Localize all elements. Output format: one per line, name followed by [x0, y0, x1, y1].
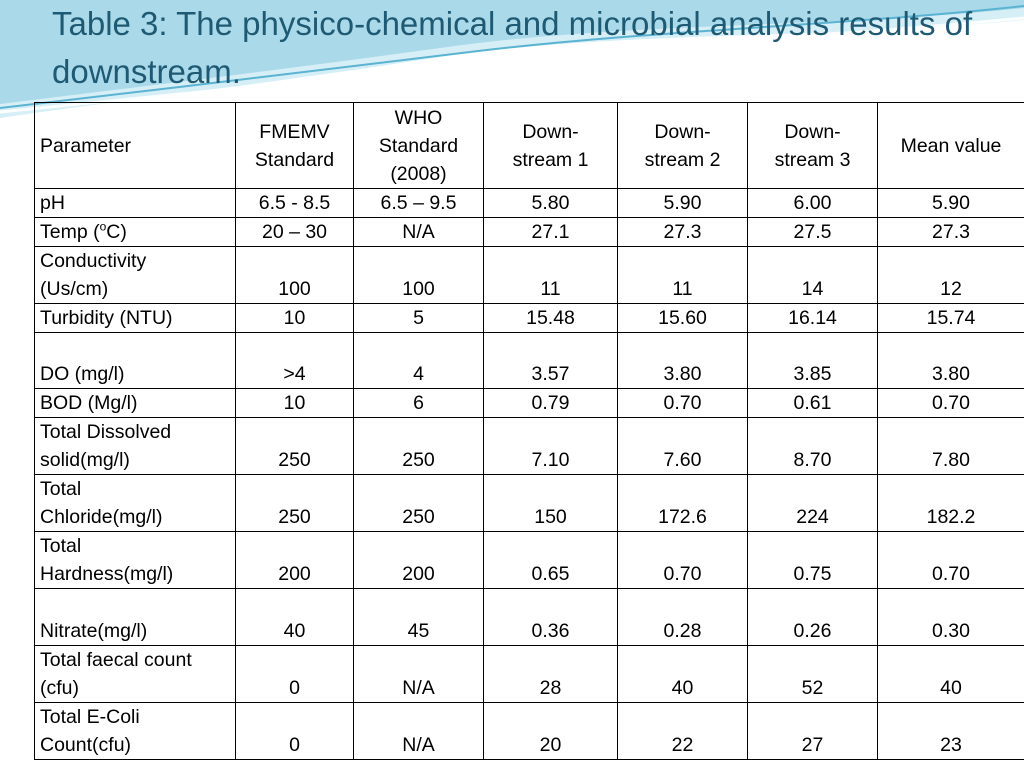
- cell-downstream-1: 5.80: [484, 189, 618, 218]
- cell-who: 6: [354, 389, 484, 418]
- param-text: Temp (: [40, 221, 100, 243]
- table-row: [35, 418, 1024, 475]
- table-row: [35, 189, 1024, 218]
- cell-downstream-1: 150: [484, 475, 618, 532]
- cell-mean: 5.90: [878, 189, 1024, 218]
- cell-mean: 12: [878, 247, 1024, 304]
- cell-downstream-3: 16.14: [748, 304, 878, 333]
- row-parameter: BOD (Mg/l): [35, 389, 236, 418]
- cell-downstream-1: 0.36: [484, 589, 618, 646]
- cell-downstream-2: 7.60: [618, 418, 748, 475]
- row-parameter: Conductivity (Us/cm): [35, 247, 236, 304]
- row-parameter: Turbidity (NTU): [35, 304, 236, 333]
- row-parameter: Total Chloride(mg/l): [35, 475, 236, 532]
- cell-downstream-2: 27.3: [618, 218, 748, 247]
- cell-downstream-2: 40: [618, 646, 748, 703]
- cell-downstream-1: 27.1: [484, 218, 618, 247]
- cell-who: 200: [354, 532, 484, 589]
- table-row: [35, 646, 1024, 703]
- table-row: [35, 218, 1024, 247]
- cell-who: 100: [354, 247, 484, 304]
- cell-downstream-1: 0.79: [484, 389, 618, 418]
- cell-downstream-3: 27.5: [748, 218, 878, 247]
- cell-fmemv: 40: [236, 589, 354, 646]
- cell-who: N/A: [354, 646, 484, 703]
- row-parameter: Total Hardness(mg/l): [35, 532, 236, 589]
- header-downstream-1: Down- stream 1: [484, 103, 618, 189]
- cell-fmemv: 0: [236, 703, 354, 760]
- cell-downstream-3: 6.00: [748, 189, 878, 218]
- cell-downstream-1: 15.48: [484, 304, 618, 333]
- cell-downstream-3: 224: [748, 475, 878, 532]
- header-downstream-2: Down- stream 2: [618, 103, 748, 189]
- cell-downstream-1: 3.57: [484, 333, 618, 389]
- table-row: [35, 389, 1024, 418]
- slide-title: Table 3: The physico-chemical and microbial analysis results of downstream.: [52, 5, 973, 90]
- cell-who: N/A: [354, 703, 484, 760]
- row-parameter: Nitrate(mg/l): [35, 589, 236, 646]
- cell-mean: 3.80: [878, 333, 1024, 389]
- cell-who: 5: [354, 304, 484, 333]
- cell-mean: 0.70: [878, 389, 1024, 418]
- cell-mean: 7.80: [878, 418, 1024, 475]
- cell-downstream-3: 52: [748, 646, 878, 703]
- cell-downstream-2: 5.90: [618, 189, 748, 218]
- cell-downstream-2: 15.60: [618, 304, 748, 333]
- table-row: [35, 703, 1024, 760]
- cell-downstream-1: 0.65: [484, 532, 618, 589]
- row-parameter: Total E-Coli Count(cfu): [35, 703, 236, 760]
- cell-downstream-2: 0.28: [618, 589, 748, 646]
- cell-downstream-2: 3.80: [618, 333, 748, 389]
- table-row: [35, 304, 1024, 333]
- table-row: [35, 589, 1024, 646]
- cell-downstream-2: 22: [618, 703, 748, 760]
- header-mean-value: Mean value: [878, 103, 1024, 189]
- cell-downstream-2: 0.70: [618, 532, 748, 589]
- cell-downstream-3: 3.85: [748, 333, 878, 389]
- cell-downstream-3: 0.75: [748, 532, 878, 589]
- cell-downstream-1: 7.10: [484, 418, 618, 475]
- param-text: C): [106, 221, 127, 243]
- cell-mean: 15.74: [878, 304, 1024, 333]
- header-parameter: Parameter: [35, 103, 236, 189]
- header-fmemv-standard: FMEMV Standard: [236, 103, 354, 189]
- cell-mean: 0.70: [878, 532, 1024, 589]
- cell-who: 45: [354, 589, 484, 646]
- cell-who: N/A: [354, 218, 484, 247]
- cell-fmemv: 10: [236, 304, 354, 333]
- cell-who: 4: [354, 333, 484, 389]
- cell-fmemv: 250: [236, 475, 354, 532]
- row-parameter: [35, 218, 236, 247]
- cell-downstream-2: 11: [618, 247, 748, 304]
- cell-fmemv: 6.5 - 8.5: [236, 189, 354, 218]
- degree-superscript: o: [99, 219, 107, 234]
- cell-fmemv: 0: [236, 646, 354, 703]
- cell-downstream-3: 8.70: [748, 418, 878, 475]
- table-row: [35, 247, 1024, 304]
- analysis-table: [34, 102, 1024, 760]
- header-who-standard: WHO Standard (2008): [354, 103, 484, 189]
- cell-who: 6.5 – 9.5: [354, 189, 484, 218]
- cell-downstream-1: 20: [484, 703, 618, 760]
- cell-who: 250: [354, 418, 484, 475]
- cell-who: 250: [354, 475, 484, 532]
- cell-downstream-3: 14: [748, 247, 878, 304]
- cell-downstream-1: 11: [484, 247, 618, 304]
- cell-downstream-3: 27: [748, 703, 878, 760]
- cell-mean: 0.30: [878, 589, 1024, 646]
- header-downstream-3: Down- stream 3: [748, 103, 878, 189]
- cell-mean: 182.2: [878, 475, 1024, 532]
- cell-fmemv: 250: [236, 418, 354, 475]
- cell-fmemv: 10: [236, 389, 354, 418]
- table-row: [35, 333, 1024, 389]
- row-parameter: Total faecal count (cfu): [35, 646, 236, 703]
- cell-fmemv: 20 – 30: [236, 218, 354, 247]
- row-parameter: DO (mg/l): [35, 333, 236, 389]
- table-row: [35, 475, 1024, 532]
- cell-downstream-2: 172.6: [618, 475, 748, 532]
- cell-downstream-3: 0.26: [748, 589, 878, 646]
- cell-fmemv: 200: [236, 532, 354, 589]
- cell-downstream-2: 0.70: [618, 389, 748, 418]
- table-header-row: [35, 103, 1024, 189]
- cell-mean: 40: [878, 646, 1024, 703]
- row-parameter: pH: [35, 189, 236, 218]
- cell-fmemv: >4: [236, 333, 354, 389]
- cell-downstream-3: 0.61: [748, 389, 878, 418]
- cell-mean: 23: [878, 703, 1024, 760]
- row-parameter: Total Dissolved solid(mg/l): [35, 418, 236, 475]
- cell-fmemv: 100: [236, 247, 354, 304]
- cell-mean: 27.3: [878, 218, 1024, 247]
- table-row: [35, 532, 1024, 589]
- cell-downstream-1: 28: [484, 646, 618, 703]
